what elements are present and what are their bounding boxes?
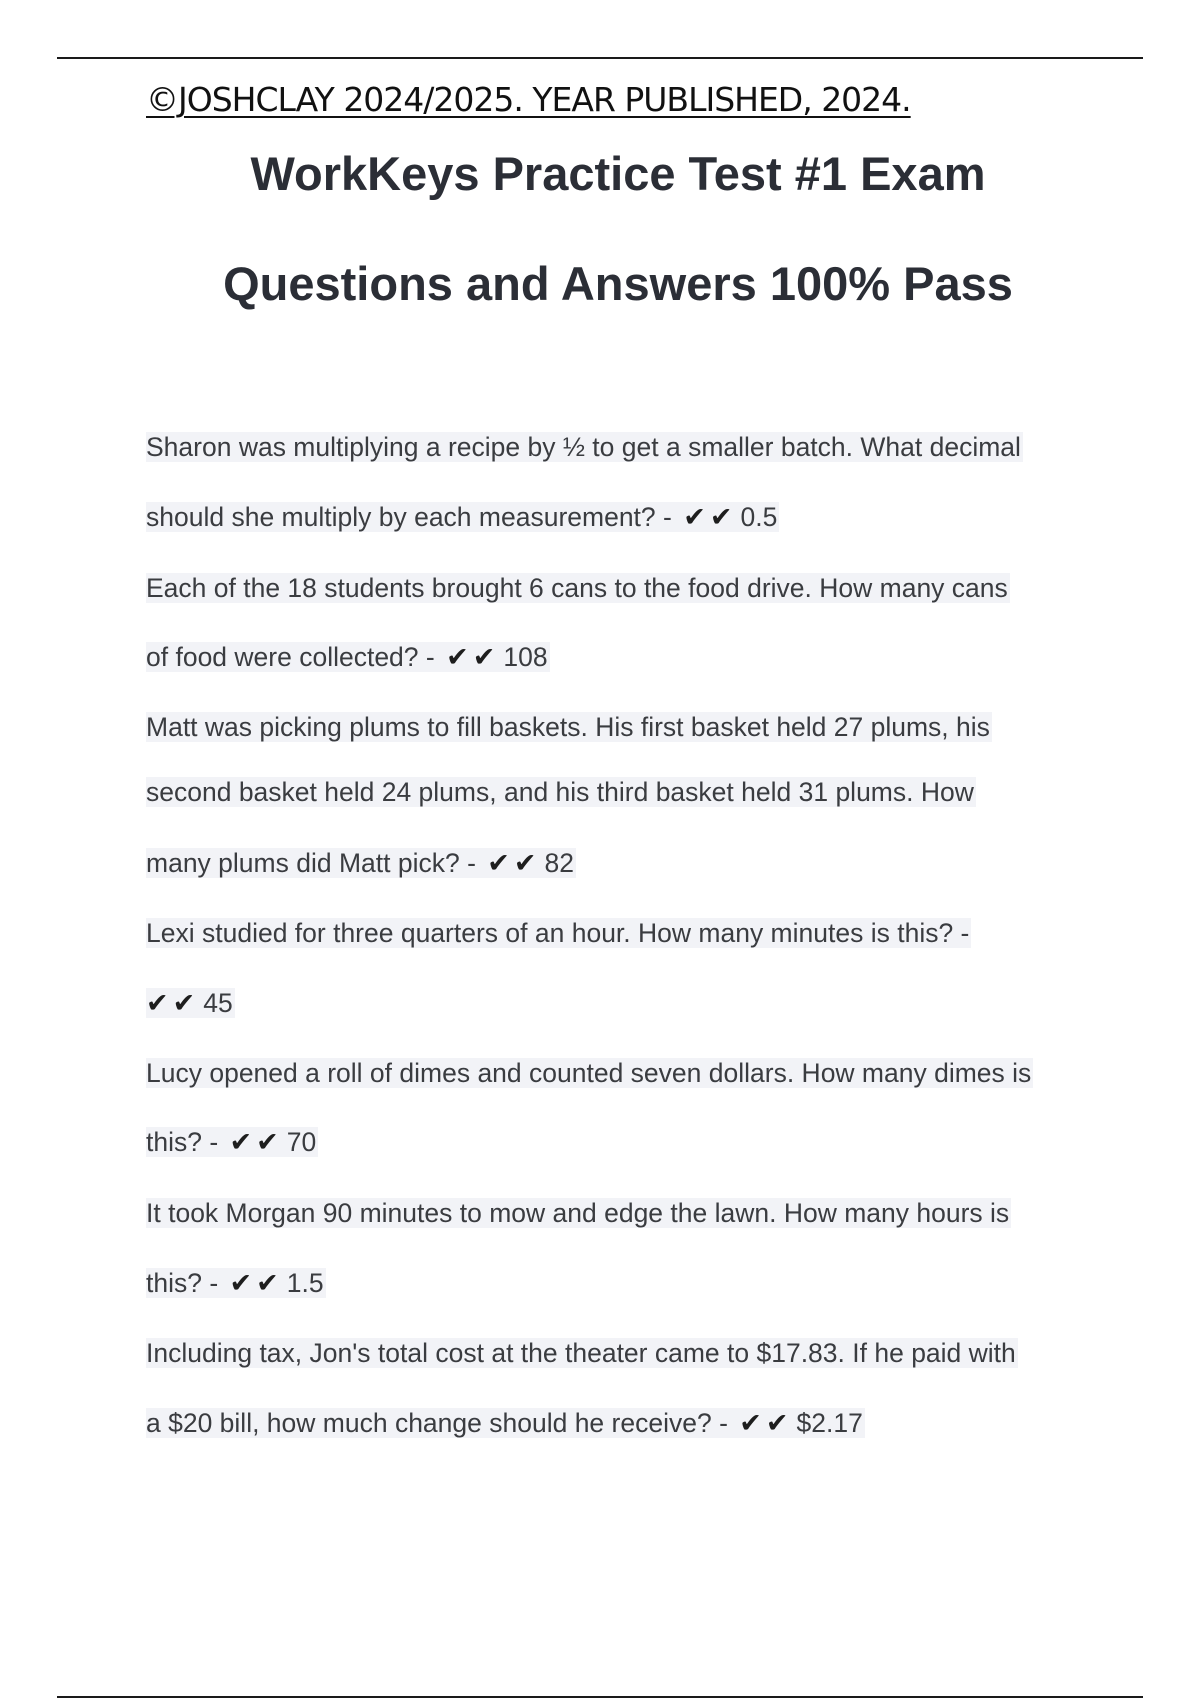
double-checkmark-icon: ✔✔ (487, 848, 541, 878)
double-checkmark-icon: ✔✔ (229, 1127, 283, 1157)
copyright-notice: ©JOSHCLAY 2024/2025. YEAR PUBLISHED, 2024. (146, 80, 911, 119)
question-line: Lexi studied for three quarters of an hour. How many minutes is this? - (146, 918, 970, 948)
question-answer-line: this? - ✔✔ 1.5 (146, 1261, 326, 1305)
question-answer-line: of food were collected? - ✔✔ 108 (146, 635, 550, 679)
answer: 70 (286, 1127, 317, 1157)
double-checkmark-icon: ✔✔ (446, 642, 500, 672)
answer: 0.5 (740, 502, 778, 532)
question-line: Lucy opened a roll of dimes and counted seven dollars. How many dimes is (146, 1058, 1032, 1088)
page-title-line-2: Questions and Answers 100% Pass (223, 257, 1013, 310)
page-title-line-1: WorkKeys Practice Test #1 Exam (250, 147, 986, 200)
double-checkmark-icon: ✔✔ (739, 1408, 793, 1438)
question-line: Each of the 18 students brought 6 cans to the food drive. How many cans (146, 573, 1008, 603)
question-line: Including tax, Jon's total cost at the theater came to $17.83. If he paid with (146, 1338, 1016, 1368)
answer: 1.5 (286, 1268, 324, 1298)
answer: 45 (203, 988, 233, 1018)
question-line: It took Morgan 90 minutes to mow and edge the lawn. How many hours is (146, 1198, 1010, 1228)
double-checkmark-icon: ✔✔ (683, 502, 737, 532)
bottom-rule (57, 1696, 1143, 1698)
question-line: Sharon was multiplying a recipe by ½ to get a smaller batch. What decimal (146, 432, 1021, 462)
question-answer-line: should she multiply by each measurement? - ✔✔ 0.5 (146, 495, 779, 539)
double-checkmark-icon: ✔✔ (146, 988, 200, 1018)
question-line: second basket held 24 plums, and his third basket held 31 plums. How (146, 777, 974, 807)
question-answer-line (146, 981, 235, 1025)
answer: 108 (503, 642, 548, 672)
question-answer-line: a $20 bill, how much change should he receive? - ✔✔ $2.17 (146, 1401, 865, 1445)
top-rule (57, 57, 1143, 59)
answer: 82 (544, 848, 574, 878)
question-answer-line: this? - ✔✔ 70 (146, 1120, 318, 1164)
question-line: Matt was picking plums to fill baskets. His first basket held 27 plums, his (146, 712, 990, 742)
question-answer-line: many plums did Matt pick? - ✔✔ 82 (146, 841, 576, 885)
answer: $2.17 (796, 1408, 863, 1438)
double-checkmark-icon: ✔✔ (229, 1268, 283, 1298)
